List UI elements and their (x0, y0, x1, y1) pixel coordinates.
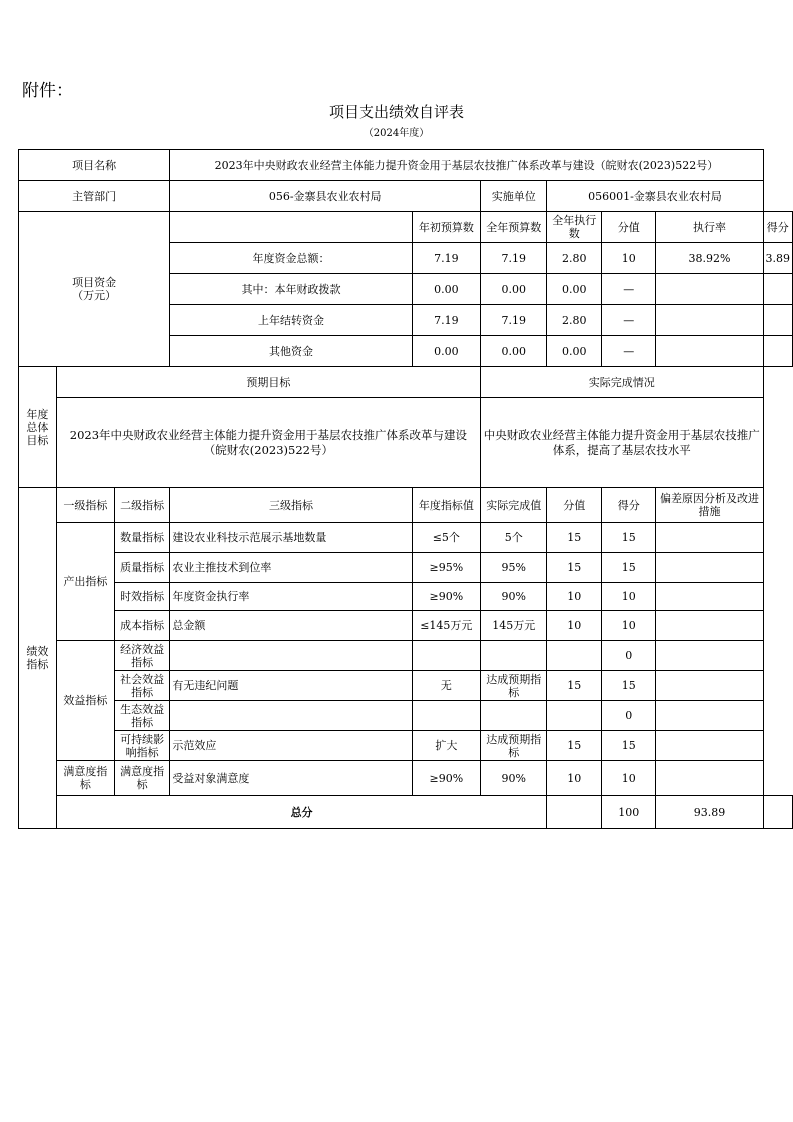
target-value (412, 701, 480, 731)
fund-name: 其他资金 (170, 336, 412, 367)
fund-name: 上年结转资金 (170, 305, 412, 336)
actual-value (481, 701, 547, 731)
actual-value (481, 641, 547, 671)
project-name: 2023年中央财政农业经营主体能力提升资金用于基层农技推广体系改革与建设（皖财农(2023)522号） (170, 150, 763, 181)
fund-score-value: — (601, 336, 656, 367)
fund-rate (656, 336, 763, 367)
level3: 受益对象满意度 (170, 761, 412, 796)
score-value: 15 (547, 523, 602, 553)
indicator-row (19, 671, 793, 701)
impl-value: 056001-金寨县农业农村局 (547, 181, 763, 212)
score: 15 (601, 731, 656, 761)
score: 0 (601, 641, 656, 671)
level2: 可持续影响指标 (115, 731, 170, 761)
level3: 农业主推技术到位率 (170, 553, 412, 583)
fund-rate (656, 274, 763, 305)
funds-header-score-value: 分值 (601, 212, 656, 243)
target-value: ≤145万元 (412, 611, 480, 641)
level2: 质量指标 (115, 553, 170, 583)
actual-value: 达成预期指标 (481, 731, 547, 761)
header-level1: 一级指标 (56, 488, 114, 523)
fund-exec: 2.80 (547, 305, 602, 336)
level3: 年度资金执行率 (170, 583, 412, 611)
score: 10 (601, 583, 656, 611)
target-value: ≥95% (412, 553, 480, 583)
fund-exec: 0.00 (547, 336, 602, 367)
header-actual: 实际完成值 (481, 488, 547, 523)
indicator-row (19, 701, 793, 731)
funds-label (19, 212, 170, 367)
score-value: 15 (547, 731, 602, 761)
level2: 成本指标 (115, 611, 170, 641)
total-actual (547, 796, 602, 829)
actual-value: 95% (481, 553, 547, 583)
deviation-note (656, 583, 763, 611)
score-value: 15 (547, 553, 602, 583)
level3 (170, 641, 412, 671)
level2: 社会效益指标 (115, 671, 170, 701)
fund-exec: 2.80 (547, 243, 602, 274)
actual-value: 145万元 (481, 611, 547, 641)
benefit-indicator-label: 效益指标 (56, 641, 114, 761)
score: 15 (601, 523, 656, 553)
fund-initial: 0.00 (412, 274, 480, 305)
output-indicator-label: 产出指标 (56, 523, 114, 641)
score: 15 (601, 553, 656, 583)
actual-result: 中央财政农业经营主体能力提升资金用于基层农技推广体系，提高了基层农技水平 (481, 398, 763, 488)
fund-initial: 7.19 (412, 243, 480, 274)
score-value: 10 (547, 761, 602, 796)
indicator-row (19, 583, 793, 611)
department-row (19, 181, 793, 212)
deviation-note (656, 701, 763, 731)
score: 0 (601, 701, 656, 731)
funds-header-exec: 全年执行数 (547, 212, 602, 243)
header-level3: 三级指标 (170, 488, 412, 523)
level3: 示范效应 (170, 731, 412, 761)
funds-header-rate: 执行率 (656, 212, 763, 243)
deviation-note (656, 641, 763, 671)
level2: 数量指标 (115, 523, 170, 553)
expected-goal-label: 预期目标 (56, 367, 480, 398)
fund-score-value: — (601, 305, 656, 336)
target-value: ≥90% (412, 583, 480, 611)
score-value: 10 (547, 583, 602, 611)
page-title: 项目支出绩效自评表 (328, 103, 464, 121)
level2: 经济效益指标 (115, 641, 170, 671)
fund-rate (656, 305, 763, 336)
actual-value: 90% (481, 761, 547, 796)
total-note (763, 796, 793, 829)
header-target: 年度指标值 (412, 488, 480, 523)
total-score: 93.89 (656, 796, 763, 829)
target-value: 扩大 (412, 731, 480, 761)
indicators-label: 绩效指标 (19, 488, 57, 829)
fund-exec: 0.00 (547, 274, 602, 305)
fund-score: 3.89 (763, 243, 793, 274)
indicator-row (19, 523, 793, 553)
fund-annual: 7.19 (481, 305, 547, 336)
fund-score-value: — (601, 274, 656, 305)
satisfaction-indicator-label: 满意度指标 (56, 761, 114, 796)
header-score: 得分 (601, 488, 656, 523)
header-note: 偏差原因分析及改进措施 (656, 488, 763, 523)
goals-content-row (19, 398, 793, 488)
fund-score (763, 336, 793, 367)
indicator-row (19, 611, 793, 641)
funds-header-score: 得分 (763, 212, 793, 243)
deviation-note (656, 671, 763, 701)
actual-value: 90% (481, 583, 547, 611)
score-value: 15 (547, 671, 602, 701)
total-label: 总分 (56, 796, 547, 829)
score-value (547, 641, 602, 671)
indicator-row (19, 761, 793, 796)
target-value: ≥90% (412, 761, 480, 796)
fund-initial: 7.19 (412, 305, 480, 336)
target-value: ≤5个 (412, 523, 480, 553)
score: 10 (601, 611, 656, 641)
fund-score (763, 305, 793, 336)
fund-annual: 0.00 (481, 274, 547, 305)
goals-label: 年度总体目标 (19, 367, 57, 488)
score: 15 (601, 671, 656, 701)
score-value: 10 (547, 611, 602, 641)
funds-header-row (19, 212, 793, 243)
fund-name: 其中：本年财政拨款 (170, 274, 412, 305)
indicator-row (19, 731, 793, 761)
level2: 时效指标 (115, 583, 170, 611)
impl-label: 实施单位 (481, 181, 547, 212)
header-level2: 二级指标 (115, 488, 170, 523)
project-name-row (19, 150, 793, 181)
fund-rate: 38.92% (656, 243, 763, 274)
indicator-row (19, 553, 793, 583)
total-row (19, 796, 793, 829)
level3: 建设农业科技示范展示基地数量 (170, 523, 412, 553)
level3: 有无违纪问题 (170, 671, 412, 701)
target-value (412, 641, 480, 671)
dept-value: 056-金寨县农业农村局 (170, 181, 481, 212)
fund-annual: 7.19 (481, 243, 547, 274)
funds-header-initial: 年初预算数 (412, 212, 480, 243)
actual-result-label: 实际完成情况 (481, 367, 763, 398)
score-value (547, 701, 602, 731)
project-name-label: 项目名称 (19, 150, 170, 181)
total-score-value: 100 (601, 796, 656, 829)
deviation-note (656, 731, 763, 761)
funds-label-text: 项目资金（万元） (72, 276, 117, 302)
level3: 总金额 (170, 611, 412, 641)
dept-label: 主管部门 (19, 181, 170, 212)
score: 10 (601, 761, 656, 796)
deviation-note (656, 523, 763, 553)
deviation-note (656, 611, 763, 641)
performance-evaluation-table (18, 149, 793, 829)
header-score-value: 分值 (547, 488, 602, 523)
target-value: 无 (412, 671, 480, 701)
indicator-row (19, 641, 793, 671)
level3 (170, 701, 412, 731)
indicators-header-row (19, 488, 793, 523)
expected-goal: 2023年中央财政农业经营主体能力提升资金用于基层农技推广体系改革与建设（皖财农(2023)522号） (56, 398, 480, 488)
report-year: （2024年度） (363, 128, 430, 139)
funds-header-annual: 全年预算数 (481, 212, 547, 243)
goals-header-row (19, 367, 793, 398)
fund-annual: 0.00 (481, 336, 547, 367)
fund-score (763, 274, 793, 305)
deviation-note (656, 761, 763, 796)
deviation-note (656, 553, 763, 583)
actual-value: 5个 (481, 523, 547, 553)
level2: 满意度指标 (115, 761, 170, 796)
actual-value: 达成预期指标 (481, 671, 547, 701)
level2: 生态效益指标 (115, 701, 170, 731)
fund-score-value: 10 (601, 243, 656, 274)
funds-header-blank (170, 212, 412, 243)
fund-initial: 0.00 (412, 336, 480, 367)
attachment-label: 附件： (22, 81, 73, 101)
fund-name: 年度资金总额： (170, 243, 412, 274)
